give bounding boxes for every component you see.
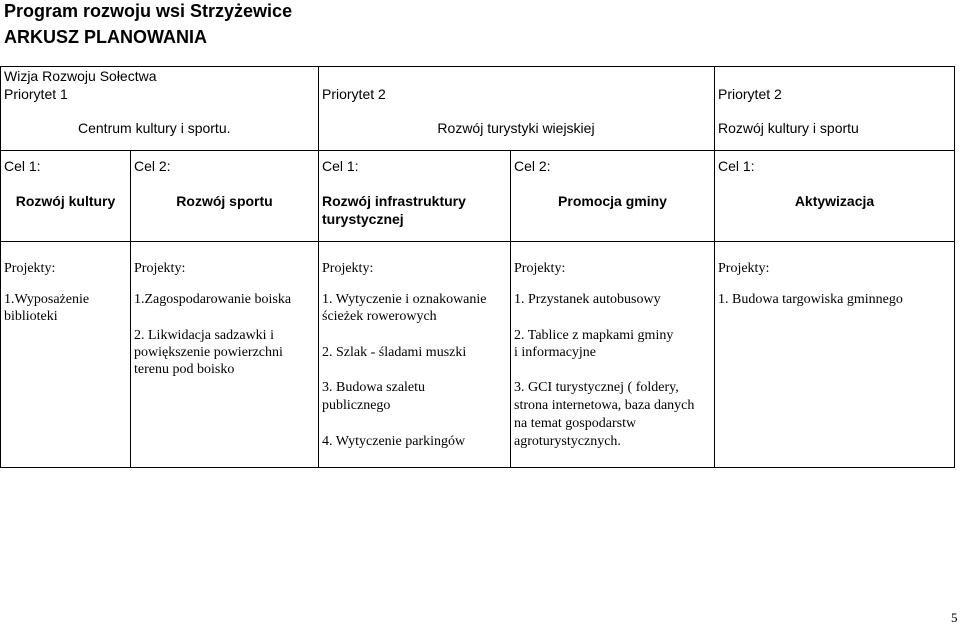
project-line: na temat gospodarstw [514, 416, 637, 431]
priority-3-name: Rozwój kultury i sportu [718, 120, 859, 136]
projects-label: Projekty: [718, 261, 770, 276]
project-line: 4. Wytyczenie parkingów [322, 434, 466, 449]
project-line: publicznego [322, 398, 391, 413]
project-line: 2. Szlak - śladami muszki [322, 345, 467, 360]
project-line: 3. Budowa szaletu [322, 380, 426, 395]
priority-2-label: Priorytet 2 [322, 86, 386, 102]
table-border-right [954, 66, 955, 468]
goal-1-name: Rozwój kultury [15, 193, 116, 209]
project-line: i informacyjne [514, 345, 597, 360]
project-line: strona internetowa, baza danych [514, 398, 695, 413]
priority-1-name: Centrum kultury i sportu. [78, 120, 231, 136]
project-line: ścieżek rowerowych [322, 309, 437, 324]
goal-2-name: Rozwój sportu [176, 193, 273, 209]
project-line: powiększenie powierzchni [134, 345, 283, 360]
projects-label: Projekty: [134, 261, 186, 276]
column-divider [714, 66, 715, 468]
projects-label: Projekty: [514, 261, 566, 276]
page-number: 5 [951, 610, 958, 625]
project-line: 1.Zagospodarowanie boiska [134, 292, 292, 307]
project-line: 3. GCI turystycznej ( foldery, [514, 380, 679, 395]
goal-4-label: Cel 2: [514, 158, 551, 174]
project-line: 2. Tablice z mapkami gminy [514, 328, 674, 343]
goal-5-name: Aktywizacja [794, 193, 875, 209]
project-line: terenu pod boisko [134, 362, 235, 377]
document-subtitle: ARKUSZ PLANOWANIA [4, 27, 207, 47]
project-line: biblioteki [4, 309, 58, 324]
priority-2-name: Rozwój turystyki wiejskiej [437, 120, 595, 136]
projects-label: Projekty: [4, 261, 56, 276]
goal-3-name-line2: turystycznej [322, 211, 404, 227]
priority-1-label: Priorytet 1 [4, 86, 68, 102]
table-border-bottom [0, 467, 955, 468]
goal-2-label: Cel 2: [134, 158, 171, 174]
table-border-top [0, 66, 955, 67]
table-border-left [0, 66, 1, 468]
projects-label: Projekty: [322, 261, 374, 276]
project-line: 1.Wyposażenie [4, 292, 90, 307]
project-line: 2. Likwidacja sadzawki i [134, 328, 274, 343]
project-line: 1. Przystanek autobusowy [514, 292, 661, 307]
project-line: agroturystycznych. [514, 434, 621, 449]
goal-4-name: Promocja gminy [558, 193, 667, 209]
goal-5-label: Cel 1: [718, 158, 755, 174]
goal-1-label: Cel 1: [4, 158, 41, 174]
project-line: 1. Budowa targowiska gminnego [718, 292, 903, 307]
row-divider-goals [0, 241, 955, 242]
planning-table [0, 66, 955, 468]
document-title: Program rozwoju wsi Strzyżewice [4, 1, 293, 21]
vision-label: Wizja Rozwoju Sołectwa [4, 68, 157, 84]
priority-3-label: Priorytet 2 [718, 86, 782, 102]
project-line: 1. Wytyczenie i oznakowanie [322, 292, 487, 307]
goal-3-label: Cel 1: [322, 158, 359, 174]
goal-3-name-line1: Rozwój infrastruktury [322, 193, 466, 209]
row-divider-priorities [0, 150, 955, 151]
